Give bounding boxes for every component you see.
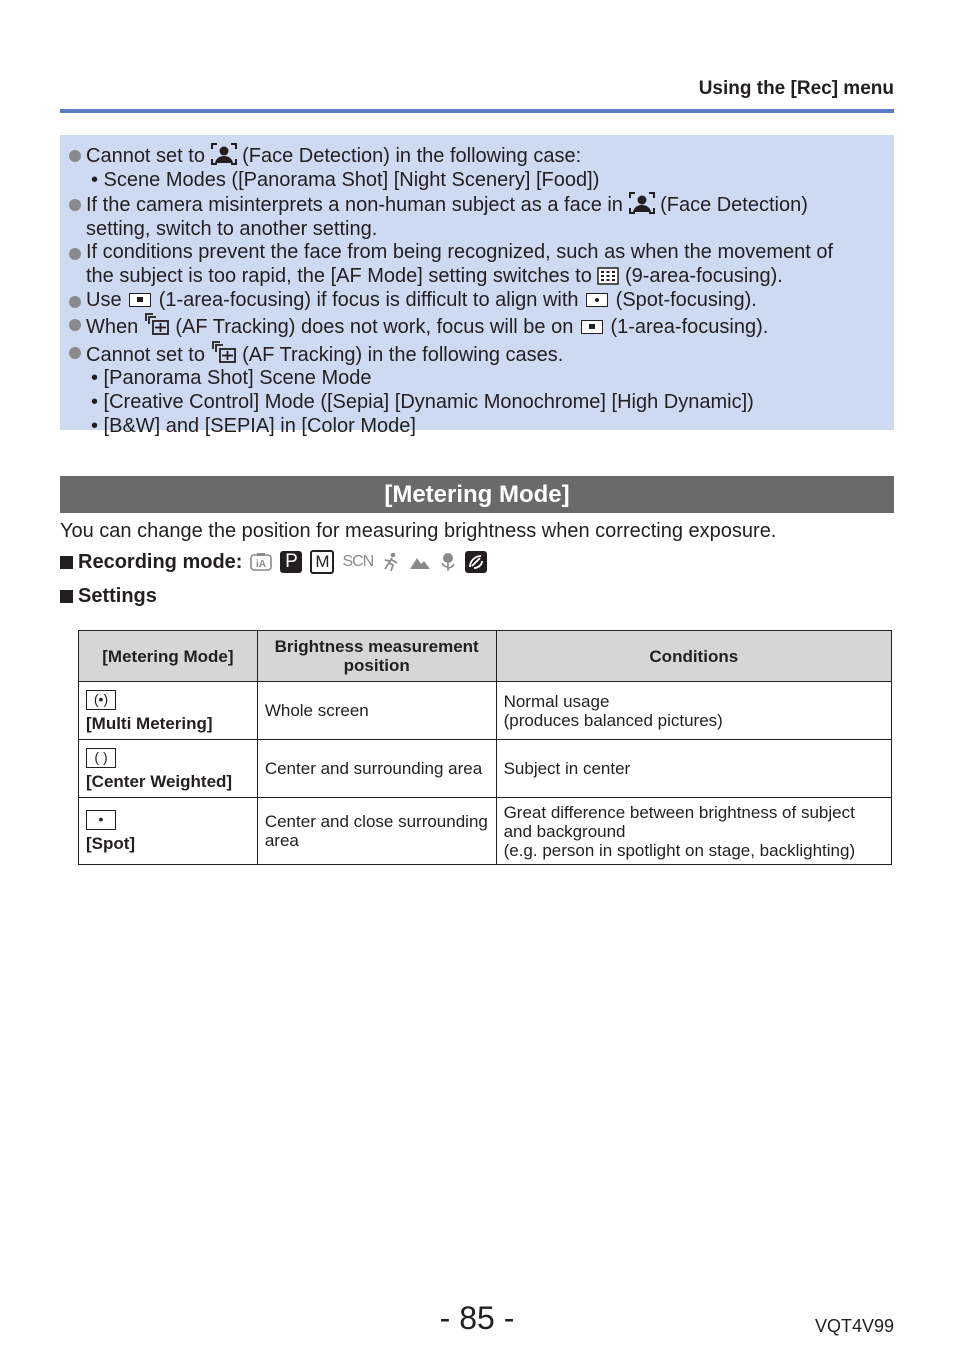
bullet-icon <box>69 319 81 331</box>
one-area-focusing-icon <box>581 320 603 334</box>
document-code: VQT4V99 <box>814 1316 894 1336</box>
svg-text:iA: iA <box>256 559 267 570</box>
note-text: (1-area-focusing) if focus is difficult to align with <box>158 288 579 311</box>
note-text: setting, switch to another setting. <box>86 217 378 240</box>
face-detection-icon <box>629 192 655 214</box>
settings-line <box>60 585 157 608</box>
condition-text: Normal usage <box>503 691 610 711</box>
table-header-row <box>79 631 892 682</box>
table-row <box>79 740 892 798</box>
note-text: (AF Tracking) does not work, focus will be on <box>175 316 574 339</box>
recording-mode-label: Recording mode: <box>78 550 243 573</box>
metering-mode-cell <box>79 682 258 740</box>
note-text: If the camera misinterprets a non-human subject as a face in <box>86 194 623 217</box>
center-weighted-icon: ( ) <box>86 748 116 768</box>
note-sub-item: • [B&W] and [SEPIA] in [Color Mode] <box>91 414 416 437</box>
condition-text: (e.g. person in spotlight on stage, backlighting) <box>503 840 856 860</box>
mode-icons <box>250 550 487 574</box>
note-af-tracking-restriction <box>69 340 884 368</box>
settings-label: Settings <box>78 585 157 607</box>
note-text: (Face Detection) <box>660 194 808 217</box>
bullet-icon <box>69 347 81 359</box>
note-text: (Face Detection) in the following case: <box>242 145 582 167</box>
landscape-mode-icon <box>409 553 431 571</box>
metering-mode-name: [Multi Metering] <box>86 713 213 733</box>
position-cell: Whole screen <box>257 682 496 740</box>
note-sub-item: • [Creative Control] Mode ([Sepia] [Dynamic Monochrome] [High Dynamic]) <box>91 390 754 413</box>
table-header: [Metering Mode] <box>79 631 258 682</box>
square-bullet-icon <box>60 556 73 569</box>
note-face-not-recognized <box>69 241 884 288</box>
note-text: Cannot set to <box>86 145 205 167</box>
metering-mode-name: [Spot] <box>86 834 136 853</box>
sports-mode-icon <box>381 552 401 572</box>
program-mode-icon: P <box>280 551 302 573</box>
position-cell: Center and close surrounding area <box>257 798 496 865</box>
square-bullet-icon <box>60 590 73 603</box>
note-text: (Spot-focusing). <box>615 288 757 311</box>
metering-mode-name: [Center Weighted] <box>86 771 233 791</box>
one-area-focusing-icon <box>129 293 151 307</box>
header-title: Using the [Rec] menu <box>698 78 894 99</box>
note-use-one-area <box>69 289 884 313</box>
position-cell: Center and surrounding area <box>257 740 496 798</box>
intelligent-auto-icon <box>250 552 272 572</box>
note-sub-item: • Scene Modes ([Panorama Shot] [Night Scenery] [Food]) <box>91 168 600 191</box>
manual-mode-icon: M <box>310 550 334 574</box>
note-text: Cannot set to <box>86 343 205 366</box>
close-up-mode-icon <box>439 552 457 572</box>
condition-text: Great difference between brightness of subject and background <box>503 802 855 841</box>
conditions-cell <box>496 740 891 798</box>
page-number: - 85 - <box>439 1300 515 1336</box>
spot-focusing-icon <box>586 293 608 307</box>
note-text: the subject is too rapid, the [AF Mode] setting switches to <box>86 264 592 287</box>
conditions-cell <box>496 682 891 740</box>
multi-metering-icon: (•) <box>86 690 116 710</box>
note-text: (1-area-focusing). <box>610 316 769 339</box>
table-row <box>79 682 892 740</box>
note-text: (9-area-focusing). <box>624 264 783 287</box>
table-header: Conditions <box>496 631 891 682</box>
table-row <box>79 798 892 865</box>
recording-mode-line <box>60 550 487 574</box>
face-detection-icon <box>211 143 237 165</box>
metering-mode-cell <box>79 798 258 865</box>
note-text: (AF Tracking) in the following cases. <box>242 343 564 366</box>
note-misinterpret <box>69 192 884 241</box>
notes-box <box>60 135 894 437</box>
section-intro: You can change the position for measuring brightness when correcting exposure. <box>60 520 777 542</box>
note-text: If conditions prevent the face from being recognized, such as when the movement of <box>86 241 834 264</box>
note-face-detection-restriction <box>69 143 884 169</box>
condition-text: (produces balanced pictures) <box>503 710 723 730</box>
section-title: [Metering Mode] <box>60 476 894 513</box>
conditions-cell <box>496 798 891 865</box>
metering-table <box>78 630 892 865</box>
af-tracking-icon <box>144 312 170 336</box>
af-tracking-icon <box>211 340 237 364</box>
bullet-icon <box>69 248 81 260</box>
bullet-icon <box>69 150 81 162</box>
condition-text: Subject in center <box>503 759 631 778</box>
creative-control-icon <box>465 551 487 573</box>
spot-metering-icon: • <box>86 810 116 830</box>
note-text: When <box>86 316 139 339</box>
header-rule <box>60 109 894 113</box>
note-af-tracking-fail <box>69 312 884 340</box>
bullet-icon <box>69 296 81 308</box>
scene-mode-icon: SCN <box>342 553 374 570</box>
note-text: Use <box>86 288 122 311</box>
table-header: Brightness measurement position <box>257 631 496 682</box>
metering-mode-cell <box>79 740 258 798</box>
nine-area-focusing-icon <box>597 267 619 285</box>
note-sub-item: • [Panorama Shot] Scene Mode <box>91 367 372 390</box>
bullet-icon <box>69 199 81 211</box>
